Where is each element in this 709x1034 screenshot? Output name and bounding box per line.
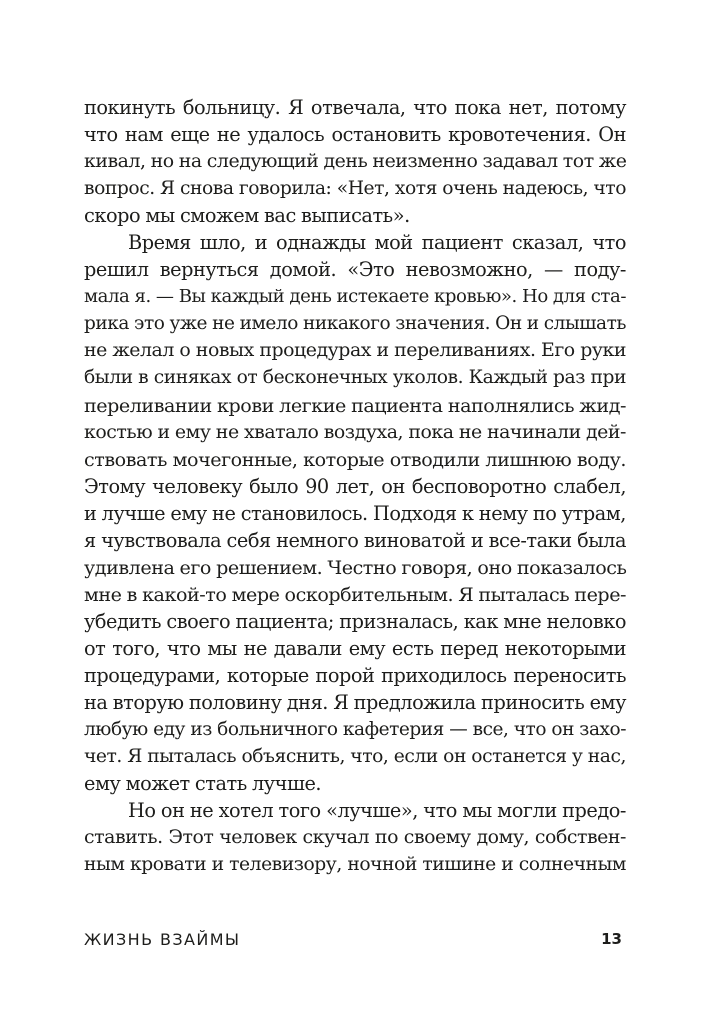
page-number: 13 (601, 930, 622, 948)
text-line: мне в какой-то мере оскорбительным. Я пыталась пере- (84, 582, 627, 606)
text-line: Но он не хотел того «лучше», что мы могли предо- (128, 799, 626, 823)
text-line: решил вернуться домой. «Это невозможно, — поду- (84, 258, 626, 282)
text-line: не желал о новых процедурах и переливаниях. Его руки (84, 339, 626, 362)
text-line: любую еду из больничного кафетерия — все, что он захо- (84, 719, 626, 741)
text-line: были в синяках от бесконечных уколов. Каждый раз при (84, 367, 626, 389)
text-line: вопрос. Я снова говорила: «Нет, хотя очень надеюсь, что (84, 178, 626, 200)
running-footer-title: ЖИЗНЬ ВЗАЙМЫ (84, 930, 241, 949)
text-line: ему может стать лучше. (84, 772, 322, 796)
text-line: переливании крови легкие пациента наполнялись жид- (84, 393, 626, 417)
text-line: покинуть больницу. Я отвечала, что пока нет, потому (84, 96, 626, 119)
text-line: рика это уже не имело никакого значения. Он и слышать (84, 313, 626, 335)
text-line: от того, что мы не давали ему есть перед некоторыми (84, 636, 626, 660)
text-line: удивлена его решением. Честно говоря, оно показалось (84, 555, 627, 579)
text-line: чет. Я пыталась объяснить, что, если он останется у нас, (84, 746, 626, 768)
text-line: процедурами, которые порой приходилось переносить (84, 663, 626, 687)
text-line: мала я. — Вы каждый день истекаете кровью». Но для ста- (84, 286, 626, 308)
text-line: кивал, но на следующий день неизменно задавал тот же (84, 150, 627, 173)
text-line: я чувствовала себя немного виноватой и все-таки была (84, 528, 626, 552)
text-line: убедить своего пациента; призналась, как мне неловко (84, 609, 626, 633)
text-line: Время шло, и однажды мой пациент сказал, что (128, 231, 626, 255)
text-line: ставить. Этот человек скучал по своему дому, собствен- (84, 826, 626, 849)
text-line: ствовать мочегонные, которые отводили лишнюю воду. (84, 447, 626, 471)
text-line: ным кровати и телевизору, ночной тишине и солнечным (84, 854, 626, 876)
text-line: на вторую половину дня. Я предложила приносить ему (84, 691, 626, 715)
text-line: и лучше ему не становилось. Подходя к нему по утрам, (84, 501, 626, 525)
text-line: что нам еще не удалось остановить кровотечения. Он (84, 123, 626, 147)
text-line: скоро мы сможем вас выписать». (84, 204, 410, 228)
text-line: Этому человеку было 90 лет, он бесповоротно слабел, (84, 474, 626, 498)
text-line: костью и ему не хватало воздуха, пока не начинали дей- (84, 420, 626, 443)
body-text (84, 94, 626, 878)
